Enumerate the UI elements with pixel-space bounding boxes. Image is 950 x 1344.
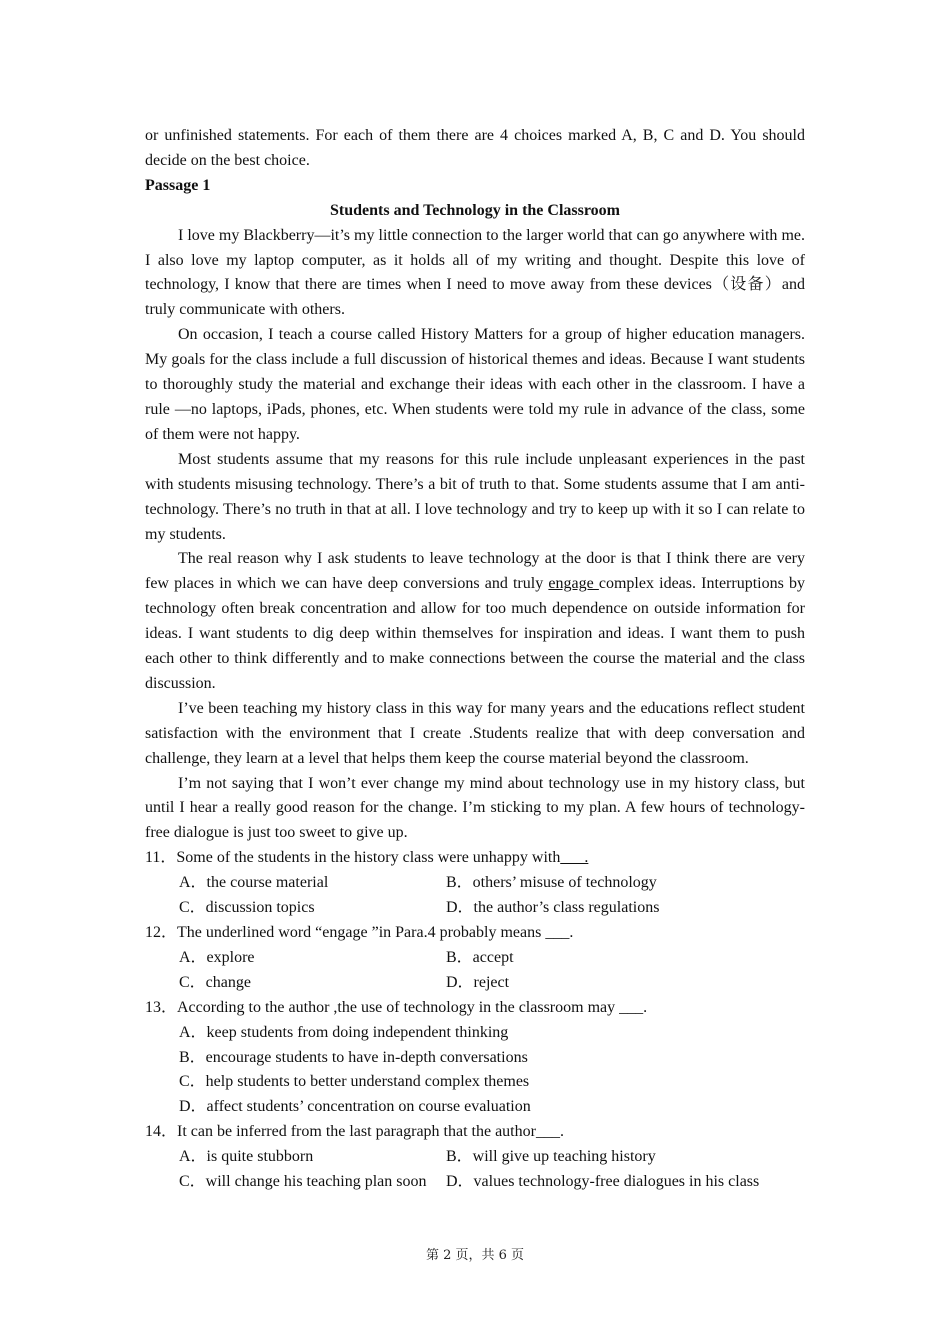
question-14-options-row-1 [145, 1145, 805, 1170]
question-14-end: . [559, 1123, 564, 1141]
question-14-option-a: A．is quite stubborn [179, 1148, 314, 1166]
underlined-word-engage: engage [548, 575, 599, 593]
paragraph-5: I’ve been teaching my history class in this way for many years and the educations reflect student satisfaction with the environment that I create .Students realize that with deep conversation and challenge, they learn at a level that helps them keep the course material beyond the classroom. [145, 699, 805, 767]
question-12-options-row-2 [145, 971, 805, 996]
question-11-option-c: C．discussion topics [179, 899, 315, 917]
question-14-option-c: C．will change his teaching plan soon [179, 1173, 427, 1191]
question-12-blank: ___ [545, 924, 570, 941]
question-14 [145, 1120, 805, 1145]
question-11-stem: 11．Some of the students in the history class were unhappy with [145, 849, 561, 867]
paragraph-3: Most students assume that my reasons for this rule include unpleasant experiences in the past with students misusing technology. There’s a bit of truth to that. Some students assume that I am anti-technology. There’s no truth in that at all. I love technology and try to keep up with it so I can relate to my students. [145, 450, 805, 543]
question-13-option-b: B．encourage students to have in-depth conversations [179, 1048, 528, 1066]
question-12 [145, 921, 805, 946]
question-12-option-b: B．accept [446, 948, 514, 966]
intro-text: or unfinished statements. For each of them there are 4 choices marked A, B, C and D. You should decide on the best choice. [145, 127, 805, 169]
question-13-stem: 13．According to the author ,the use of technology in the classroom may [145, 998, 620, 1016]
question-11-option-a: A．the course material [179, 874, 329, 892]
page-number-footer: 第 2 页，共 6 页 [425, 1248, 525, 1263]
paragraph-4-before: The real reason why I ask students to leave technology at the door is that I think there are very few places in which we can have deep conversions and truly [145, 550, 805, 593]
question-11 [145, 846, 805, 871]
question-12-option-c: C．change [179, 973, 251, 991]
passage-title: Students and Technology in the Classroom [330, 201, 620, 219]
question-14-options-row-2 [145, 1170, 805, 1195]
question-12-stem: 12．The underlined word “engage ”in Para.4 probably means [145, 924, 546, 941]
question-14-option-d: D．values technology-free dialogues in his class [446, 1173, 760, 1191]
question-12-end: . [569, 924, 574, 941]
question-13-option-d: D．affect students’ concentration on course evaluation [179, 1098, 531, 1116]
question-14-option-b: B．will give up teaching history [446, 1148, 656, 1166]
question-11-options-row-2 [145, 896, 805, 921]
question-13-blank: ___ [619, 998, 644, 1016]
question-11-options-row-1 [145, 871, 805, 896]
question-13-option-c: C．help students to better understand complex themes [179, 1073, 530, 1091]
question-11-blank: ___. [560, 849, 589, 867]
document-page [145, 124, 805, 1195]
question-12-option-a: A．explore [179, 948, 255, 966]
paragraph-4-after: complex ideas. Interruptions by technology often break concentration and allow for too much dependence on outside information for ideas. I want students to dig deep within themselves for inspiration and ideas. I want them to push each other to think differently and to make connections between the course the material and the class discussion. [145, 575, 805, 692]
paragraph-1: I love my Blackberry—it’s my little connection to the larger world that can go anywhere with me. I also love my laptop computer, as it holds all of my writing and thought. Despite this love of technology, I know that there are times when I need to move away from these devices（设备）and truly communicate with others. [145, 226, 805, 319]
paragraph-2: On occasion, I teach a course called History Matters for a group of higher education managers. My goals for the class include a full discussion of historical themes and ideas. Because I want students to thoroughly study the material and exchange their ideas with each other in the classroom. I have a rule —no laptops, iPads, phones, etc. When students were told my rule in advance of the class, some of them were not happy. [145, 326, 805, 443]
question-13-option-a: A．keep students from doing independent thinking [179, 1023, 509, 1041]
question-13-end: . [643, 998, 648, 1016]
question-12-option-d: D．reject [446, 973, 510, 991]
paragraph-4 [145, 547, 805, 696]
question-11-option-d: D．the author’s class regulations [446, 899, 660, 917]
question-14-blank: ___ [535, 1123, 560, 1141]
question-11-option-b: B．others’ misuse of technology [446, 874, 657, 892]
question-13 [145, 996, 805, 1021]
question-12-options-row-1 [145, 946, 805, 971]
question-14-stem: 14．It can be inferred from the last paragraph that the author [145, 1123, 536, 1141]
paragraph-6: I’m not saying that I won’t ever change my mind about technology use in my history class, but until I hear a really good reason for the change. I’m sticking to my plan. A few hours of technology-free dialogue is just too sweet to give up. [145, 774, 805, 842]
passage-label: Passage 1 [145, 176, 211, 194]
